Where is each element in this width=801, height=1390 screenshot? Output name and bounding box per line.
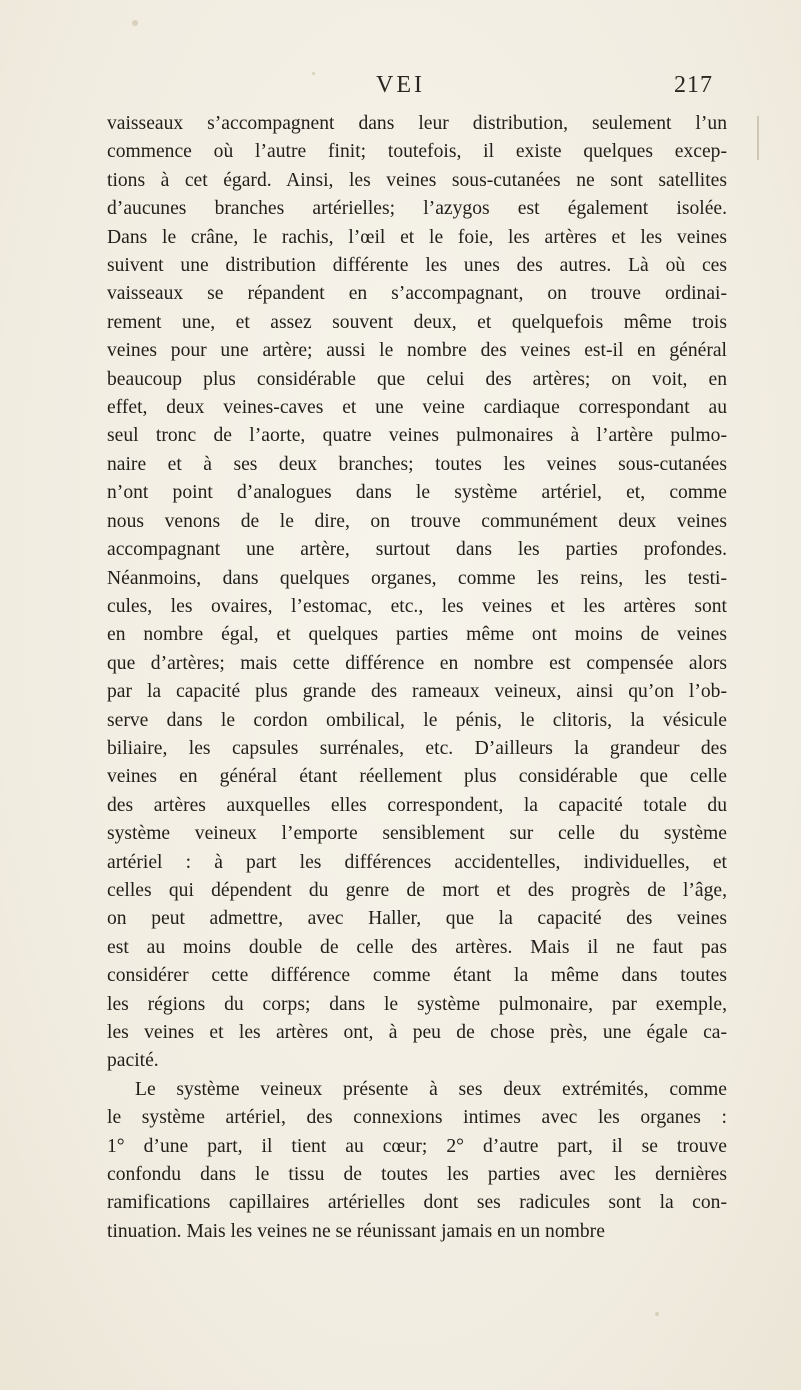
text-line: 1° d’une part, il tient au cœur; 2° d’autre part, il se trouve <box>107 1135 727 1157</box>
text-line: suivent une distribution différente les unes des autres. Là où ces <box>107 255 727 277</box>
text-line: que d’artères; mais cette différence en nombre est compensée alors <box>107 652 727 674</box>
text-line: d’aucunes branches artérielles; l’azygos est également isolée. <box>107 198 727 220</box>
text-line: Le système veineux présente à ses deux extrémités, comme <box>135 1078 727 1100</box>
text-line: des artères auxquelles elles correspondent, la capacité totale du <box>107 794 727 816</box>
text-line: Dans le crâne, le rachis, l’œil et le foie, les artères et les veines <box>107 226 727 248</box>
text-line: en nombre égal, et quelques parties même ont moins de veines <box>107 624 727 646</box>
paper-stain <box>132 20 138 26</box>
text-line: est au moins double de celle des artères. Mais il ne faut pas <box>107 936 727 958</box>
text-line: le système artériel, des connexions intimes avec les organes : <box>107 1107 727 1129</box>
text-line: Néanmoins, dans quelques organes, comme les reins, les testi- <box>107 567 727 589</box>
text-line: système veineux l’emporte sensiblement sur celle du système <box>107 823 727 845</box>
paragraph <box>107 1076 727 1246</box>
text-line: par la capacité plus grande des rameaux veineux, ainsi qu’on l’ob- <box>107 681 727 703</box>
text-line: beaucoup plus considérable que celui des artères; on voit, en <box>107 368 727 390</box>
text-line: veines pour une artère; aussi le nombre des veines est-il en général <box>107 340 727 362</box>
text-line: les régions du corps; dans le système pulmonaire, par exemple, <box>107 993 727 1015</box>
text-line: tions à cet égard. Ainsi, les veines sous-cutanées ne sont satellites <box>107 169 727 191</box>
text-line: les veines et les artères ont, à peu de chose près, une égale ca- <box>107 1022 727 1043</box>
text-line: biliaire, les capsules surrénales, etc. D’ailleurs la grandeur des <box>107 737 727 759</box>
text-line: effet, deux veines-caves et une veine cardiaque correspondant au <box>107 397 727 419</box>
text-line: vaisseaux se répandent en s’accompagnant, on trouve ordinai- <box>107 283 727 305</box>
text-line: tinuation. Mais les veines ne se réunissant jamais en un nombre <box>107 1220 605 1242</box>
text-line: seul tronc de l’aorte, quatre veines pulmonaires à l’artère pulmo- <box>107 425 727 447</box>
text-line: accompagnant une artère, surtout dans les parties profondes. <box>107 539 727 561</box>
text-line: nous venons de le dire, on trouve communément deux veines <box>107 510 727 532</box>
text-line: naire et à ses deux branches; toutes les veines sous-cutanées <box>107 453 727 475</box>
text-line: confondu dans le tissu de toutes les parties avec les dernières <box>107 1164 727 1186</box>
text-line: n’ont point d’analogues dans le système artériel, et, comme <box>107 482 727 504</box>
text-line: celles qui dépendent du genre de mort et des progrès de l’âge, <box>107 879 727 901</box>
running-title: VEI <box>376 72 425 98</box>
text-line: considérer cette différence comme étant la même dans toutes <box>107 965 727 987</box>
text-line: pacité. <box>107 1050 159 1072</box>
page-number: 217 <box>674 72 713 98</box>
page-header <box>0 72 801 108</box>
text-line: rement une, et assez souvent deux, et quelquefois même trois <box>107 311 727 333</box>
text-line: serve dans le cordon ombilical, le pénis, le clitoris, la vésicule <box>107 709 727 731</box>
text-line: ramifications capillaires artérielles dont ses radicules sont la con- <box>107 1192 727 1214</box>
text-line: artériel : à part les différences accidentelles, individuelles, et <box>107 851 727 873</box>
text-line: commence où l’autre finit; toutefois, il existe quelques excep- <box>107 141 727 163</box>
margin-mark <box>757 116 759 160</box>
paragraph <box>107 110 727 1076</box>
text-line: cules, les ovaires, l’estomac, etc., les veines et les artères sont <box>107 595 727 617</box>
paper-stain <box>655 1312 659 1316</box>
text-line: veines en général étant réellement plus considérable que celle <box>107 766 727 788</box>
text-line: on peut admettre, avec Haller, que la capacité des veines <box>107 908 727 930</box>
text-line: vaisseaux s’accompagnent dans leur distribution, seulement l’un <box>107 113 727 134</box>
body-text <box>107 110 727 1246</box>
